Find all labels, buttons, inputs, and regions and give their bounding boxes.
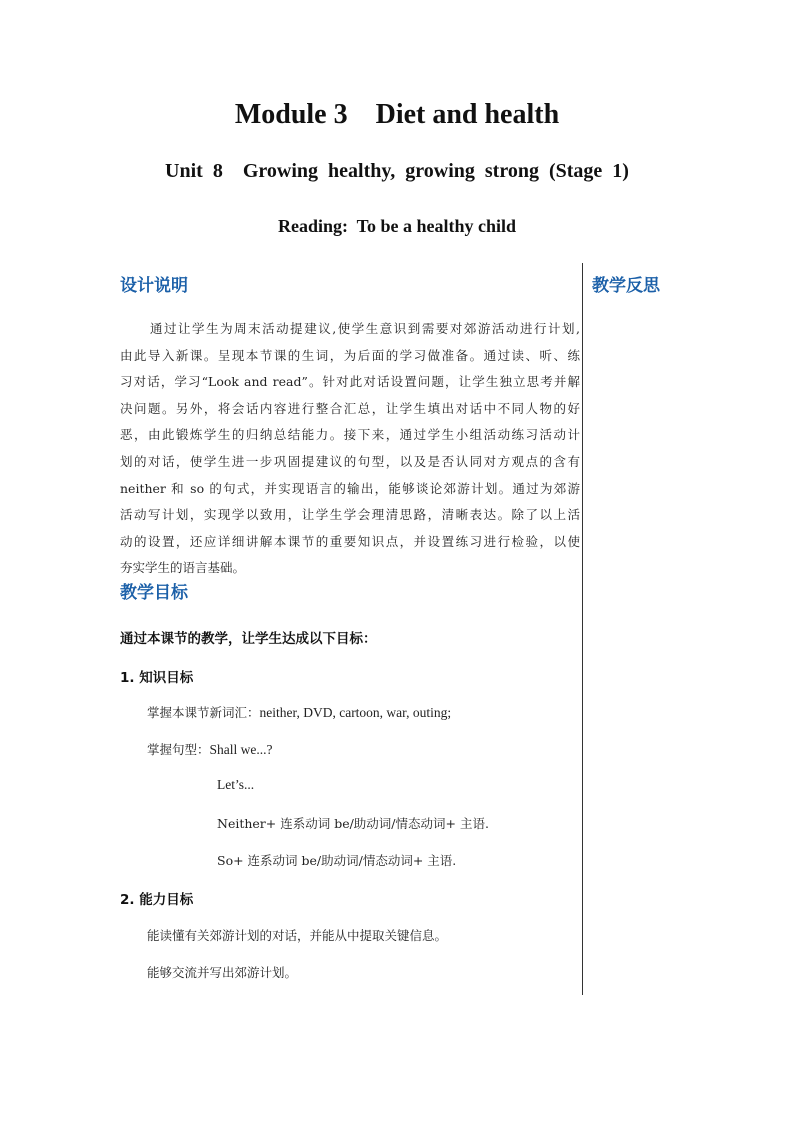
design-line: 夯实学生的语言基础。 <box>120 560 246 576</box>
pattern-lets <box>217 777 254 793</box>
goals-intro: 通过本课节的教学，让学生达成以下目标： <box>120 631 377 647</box>
design-heading: 设计说明 <box>120 276 188 296</box>
knowledge-goals-heading: 1. 知识目标 <box>120 670 194 686</box>
pattern-neither: Neither+ 连系动词 be/助动词/情态动词+ 主语. <box>217 816 489 831</box>
design-line: 决问题。另外，将会话内容进行整合汇总，让学生填出对话中不同人物的好 <box>120 400 580 416</box>
design-line: 动的设置，还应详细讲解本课节的重要知识点，并设置练习进行检验，以使 <box>120 533 580 549</box>
design-paragraph <box>120 316 580 582</box>
design-line: 划的对话，使学生进一步巩固提建议的句型，以及是否认同对方观点的含有 <box>120 453 580 469</box>
ability-goal-item: 能够交流并写出郊游计划。 <box>147 965 298 980</box>
design-line: 由此导入新课。呈现本节课的生词，为后面的学习做准备。通过读、听、练 <box>120 347 580 363</box>
design-line: 习对话，学习“Look and read”。针对此对话设置问题，让学生独立思考并解 <box>120 374 580 390</box>
pattern-lets-text: Let’s... <box>217 777 255 792</box>
design-line: 通过让学生为周末活动提建议,使学生意识到需要对郊游活动进行计划, <box>150 321 580 336</box>
unit-title: Unit 8 Growing healthy, growing strong (Stage 1) <box>165 160 629 182</box>
module-title: Module 3 Diet and health <box>234 99 560 130</box>
design-line: neither 和 so 的句式，并实现语言的输出，能够谈论郊游计划。通过为郊游 <box>120 480 580 496</box>
goals-heading: 教学目标 <box>120 583 188 603</box>
vocab-words: neither, DVD, cartoon, war, outing; <box>259 705 452 720</box>
ability-goals-heading: 2. 能力目标 <box>120 892 194 908</box>
reflection-heading: 教学反思 <box>592 276 660 296</box>
design-line: 恶，由此锻炼学生的归纳总结能力。接下来，通过学生小组活动练习活动计 <box>120 427 580 443</box>
pattern-so: So+ 连系动词 be/助动词/情态动词+ 主语. <box>217 853 457 868</box>
pattern-shall-we: Shall we...? <box>209 742 273 757</box>
ability-goal-item: 能读懂有关郊游计划的对话，并能从中提取关键信息。 <box>147 928 448 943</box>
vocab-line <box>147 703 451 721</box>
design-line: 活动写计划，实现学以致用，让学生学会理清思路，清晰表达。除了以上活 <box>120 507 580 523</box>
reading-title: Reading: To be a healthy child <box>277 216 517 236</box>
vocab-label: 掌握本课节新词汇： <box>147 705 260 720</box>
column-divider <box>582 263 583 995</box>
pattern-line <box>147 740 273 758</box>
pattern-label: 掌握句型： <box>147 742 210 757</box>
